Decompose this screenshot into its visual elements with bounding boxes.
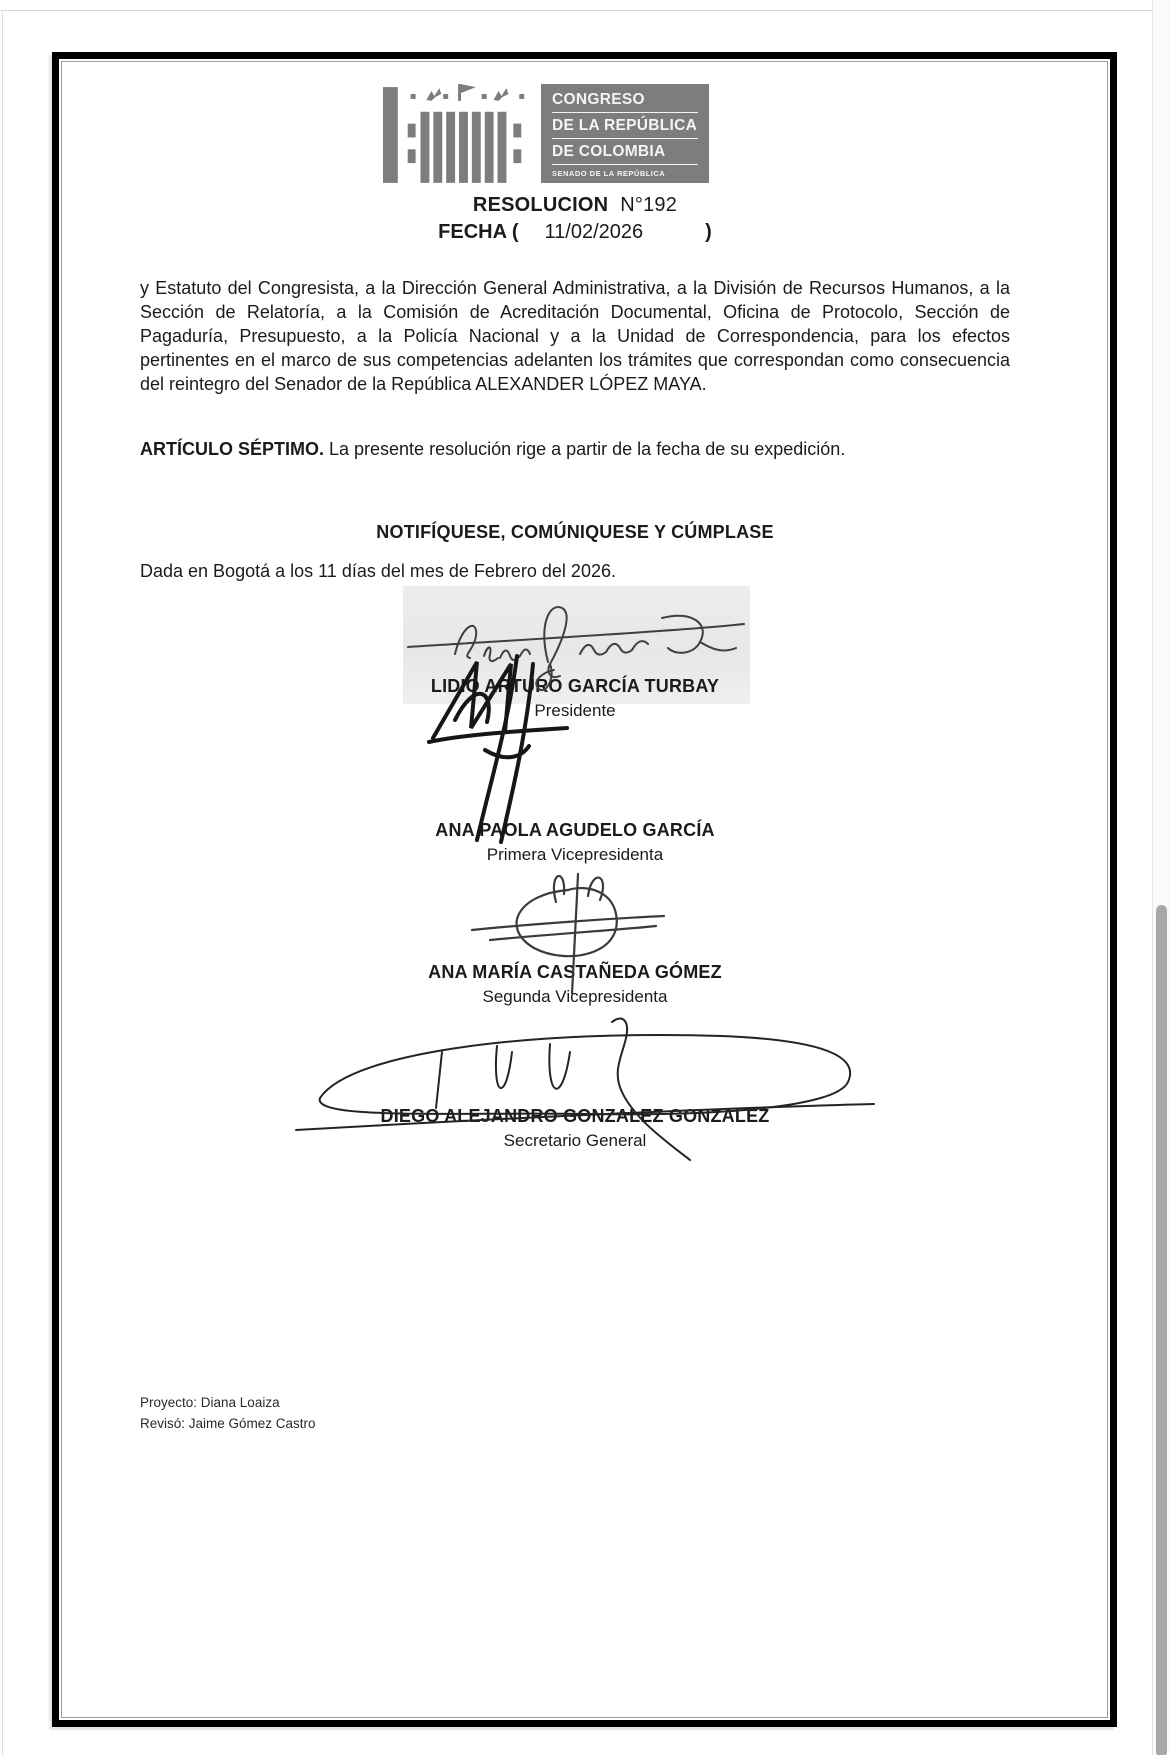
resolution-label: RESOLUCION bbox=[472, 194, 609, 216]
signatory-name: ANA MARÍA CASTAÑEDA GÓMEZ bbox=[428, 962, 722, 982]
logo-line-republica: DE LA REPÚBLICA bbox=[552, 117, 698, 134]
congress-building-icon bbox=[383, 84, 541, 183]
footer-proyecto: Proyecto: Diana Loaiza bbox=[140, 1395, 280, 1410]
articulo-label: ARTÍCULO SÉPTIMO. bbox=[140, 439, 324, 459]
fecha-label: FECHA ( bbox=[438, 221, 519, 243]
signatory-title: Presidente bbox=[534, 701, 616, 720]
signatory-title: Primera Vicepresidenta bbox=[486, 845, 664, 864]
signatory-name: ANA PAOLA AGUDELO GARCÍA bbox=[435, 820, 715, 840]
congress-logo-textbox bbox=[541, 84, 709, 183]
congress-logo bbox=[383, 84, 709, 183]
signatory-name: LIDIO ARTURO GARCÍA TURBAY bbox=[430, 676, 720, 696]
signatory-title: Secretario General bbox=[503, 1131, 647, 1150]
body-paragraph: y Estatuto del Congresista, a la Dirección General Administrativa, a la División de Recursos Humanos, a la Sección de Relatoría, a la Comisión de Acreditación Documental, Oficina de Protocolo, Sección de Pagaduría, Presupuesto, a la Policía Nacional y a la Unidad de Correspondencia, para los efectos pertinentes en el marco de sus competencias adelanten los trámites que correspondan como consecuencia del reintegro del Senador de la República ALEXANDER LÓPEZ MAYA. bbox=[140, 278, 1010, 394]
logo-divider bbox=[552, 112, 698, 113]
logo-divider bbox=[552, 138, 698, 139]
logo-line-congreso: CONGRESO bbox=[552, 91, 645, 108]
dada-en-bogota-line: Dada en Bogotá a los 11 días del mes de Febrero del 2026. bbox=[140, 561, 616, 581]
articulo-text: La presente resolución rige a partir de la fecha de su expedición. bbox=[324, 439, 846, 459]
articulo-septimo-paragraph bbox=[140, 437, 1010, 461]
resolution-date-line bbox=[140, 221, 1010, 244]
signatory-block-primera-vicepresidenta bbox=[140, 820, 1010, 865]
fecha-close-paren: ) bbox=[705, 221, 712, 243]
scrollbar-track[interactable] bbox=[1152, 0, 1170, 1755]
viewport-top-line bbox=[0, 10, 1160, 11]
logo-divider bbox=[552, 164, 698, 165]
viewport-left-line bbox=[2, 10, 3, 1755]
signatory-block-secretario-general bbox=[140, 1106, 1010, 1151]
logo-line-colombia: DE COLOMBIA bbox=[552, 143, 666, 160]
signatory-name: DIEGO ALEJANDRO GONZALEZ GONZALEZ bbox=[380, 1106, 770, 1126]
fecha-value: 11/02/2026 bbox=[544, 221, 644, 243]
footer-reviso: Revisó: Jaime Gómez Castro bbox=[140, 1416, 316, 1431]
notifiquese-heading: NOTIFÍQUESE, COMÚNIQUESE Y CÚMPLASE bbox=[376, 522, 774, 542]
document-footer bbox=[140, 1392, 316, 1434]
signatory-title: Segunda Vicepresidenta bbox=[482, 987, 668, 1006]
resolution-number: N°192 bbox=[620, 194, 678, 216]
signatory-block-segunda-vicepresidenta bbox=[140, 962, 1010, 1007]
signatory-block-presidente bbox=[140, 676, 1010, 721]
resolution-title bbox=[140, 194, 1010, 217]
scrollbar-thumb[interactable] bbox=[1156, 905, 1167, 1755]
logo-line-senado: SENADO DE LA REPÚBLICA bbox=[552, 169, 666, 178]
